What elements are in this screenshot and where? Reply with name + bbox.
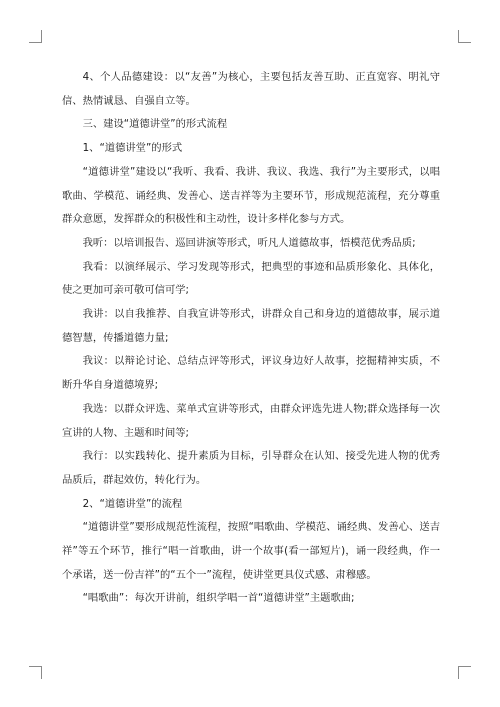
subheading-process: 2、“道德讲堂”的流程 [82,497,183,510]
paragraph-act: 我行：以实践转化、提升素质为目标，引导群众在认知、接受先进人物的优秀品质后，群起效仿，转化行为。 [62,450,440,486]
crop-mark-top-right [458,30,471,43]
paragraph-discuss: 我议：以辩论讨论、总结点评等形式，评议身边好人故事，挖掘精神实质，不断升华自身道德境界; [62,355,440,392]
crop-mark-bottom-right [458,666,471,679]
paragraph-watch: 我看：以演绎展示、学习发现等形式，把典型的事迹和品质形象化、具体化，使之更加可亲可敬可信可学; [62,260,440,297]
paragraph-process-intro: “道德讲堂”要形成规范性流程，按照“唱歌曲、学模范、诵经典、发善心、送吉祥”等五个环节，推行“唱一首歌曲，讲一个故事(看一部短片)，诵一段经典，作一个承诺，送一份吉祥”的“五个一”流程，使讲堂更具仪式感、肃穆感。 [62,521,440,581]
document-body [62,66,440,611]
paragraph-select: 我选：以群众评选、菜单式宣讲等形式，由群众评选先进人物;群众选择每一次宣讲的人物、主题和时间等; [62,402,440,439]
crop-mark-top-left [29,30,42,43]
subheading-form: 1、“道德讲堂”的形式 [82,142,183,155]
section-heading-form-process: 三、建设“道德讲堂”的形式流程 [82,118,228,131]
paragraph-personal-morality: 4、个人品德建设：以“友善”为核心，主要包括友善互助、正直宽容、明礼守信、热情诚恳、自强自立等。 [62,71,440,107]
paragraph-form-intro: “道德讲堂”建设以“我听、我看、我讲、我议、我选、我行”为主要形式，以唱歌曲、学模范、诵经典、发善心、送吉祥等为主要环节，形成规范流程，充分尊重群众意愿，发挥群众的积极性和主动性，设计多样化参与方式。 [62,165,440,226]
paragraph-listen: 我听：以培训报告、巡回讲演等形式，听凡人道德故事，悟模范优秀品质; [82,236,416,249]
paragraph-sing-song: “唱歌曲”：每次开讲前，组织学唱一首“道德讲堂”主题歌曲; [82,592,355,605]
paragraph-speak: 我讲：以自我推荐、自我宣讲等形式，讲群众自己和身边的道德故事，展示道德智慧，传播道德力量; [62,308,440,344]
crop-mark-bottom-left [29,666,42,679]
